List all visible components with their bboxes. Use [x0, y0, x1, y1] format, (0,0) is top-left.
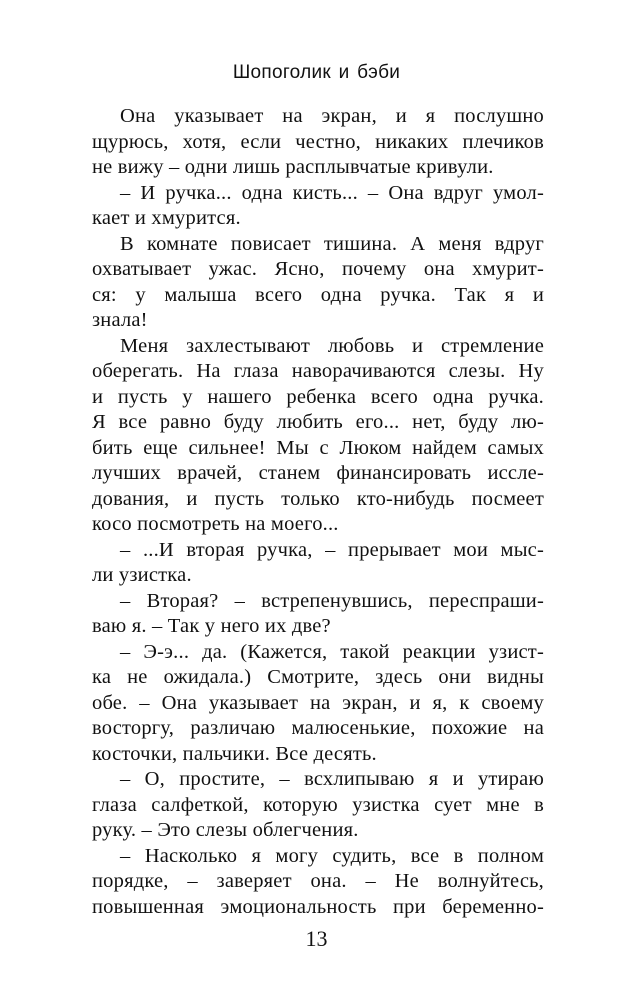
text-line: руку. – Это слезы облегчения.: [92, 819, 359, 841]
text-line: и пусть у нашего ребенка всего одна ручка.: [92, 385, 544, 408]
text-line: косточки, пальчики. Все десять.: [92, 742, 377, 765]
text-line: порядке, – заверяет она. – Не волнуйтесь,: [92, 870, 544, 892]
page-number: 13: [305, 926, 328, 951]
text-line: В комнате повисает тишина. А меня вдруг: [120, 232, 544, 255]
text-line: – ...И вторая ручка, – прерывает мои мыс-: [120, 538, 544, 561]
text-line: – Э-э... да. (Кажется, такой реакции узист-: [120, 640, 544, 663]
text-line: бить еще сильнее! Мы с Люком найдем самых: [92, 436, 544, 459]
text-line: оберегать. На глаза наворачиваются слезы. Ну: [92, 360, 544, 382]
text-line: кает и хмурится.: [92, 207, 241, 229]
text-line: – И ручка... одна кисть... – Она вдруг умол-: [120, 181, 544, 204]
text-line: ваю я. – Так у него их две?: [92, 615, 331, 637]
text-line: обе. – Она указывает на экран, и я, к своему: [92, 691, 544, 714]
text-line: Меня захлестывают любовь и стремление: [120, 334, 544, 357]
text-line: – Насколько я могу судить, все в полном: [120, 844, 544, 867]
text-line: лучших врачей, станем финансировать иссле-: [92, 462, 544, 484]
text-line: не вижу – одни лишь расплывчатые кривули.: [92, 156, 494, 178]
text-line: щурюсь, хотя, если честно, никаких плечиков: [92, 130, 544, 153]
text-line: восторгу, различаю малюсенькие, похожие на: [92, 717, 544, 739]
text-line: дования, и пусть только кто-нибудь посмеет: [92, 487, 544, 510]
text-line: ся: у малыша всего одна ручка. Так я и: [92, 283, 544, 306]
text-line: охватывает ужас. Ясно, почему она хмурит-: [92, 258, 544, 280]
text-line: – О, простите, – всхлипываю я и утираю: [120, 768, 544, 790]
text-line: косо посмотреть на моего...: [92, 513, 339, 535]
text-line: ли узистка.: [92, 564, 192, 586]
text-line: Она указывает на экран, и я послушно: [120, 105, 544, 127]
text-line: Я все равно буду любить его... нет, буду лю-: [92, 411, 544, 433]
running-title: Шопоголик и бэби: [232, 62, 401, 83]
body-text: [92, 104, 544, 920]
text-line: повышенная эмоциональность при беременно-: [92, 895, 544, 918]
text-line: ка не ожидала.) Смотрите, здесь они видны: [92, 666, 544, 688]
text-line: глаза салфеткой, которую узистка сует мне в: [92, 793, 544, 816]
text-line: – Вторая? – встрепенувшись, переспраши-: [120, 589, 544, 612]
text-line: знала!: [92, 309, 148, 331]
